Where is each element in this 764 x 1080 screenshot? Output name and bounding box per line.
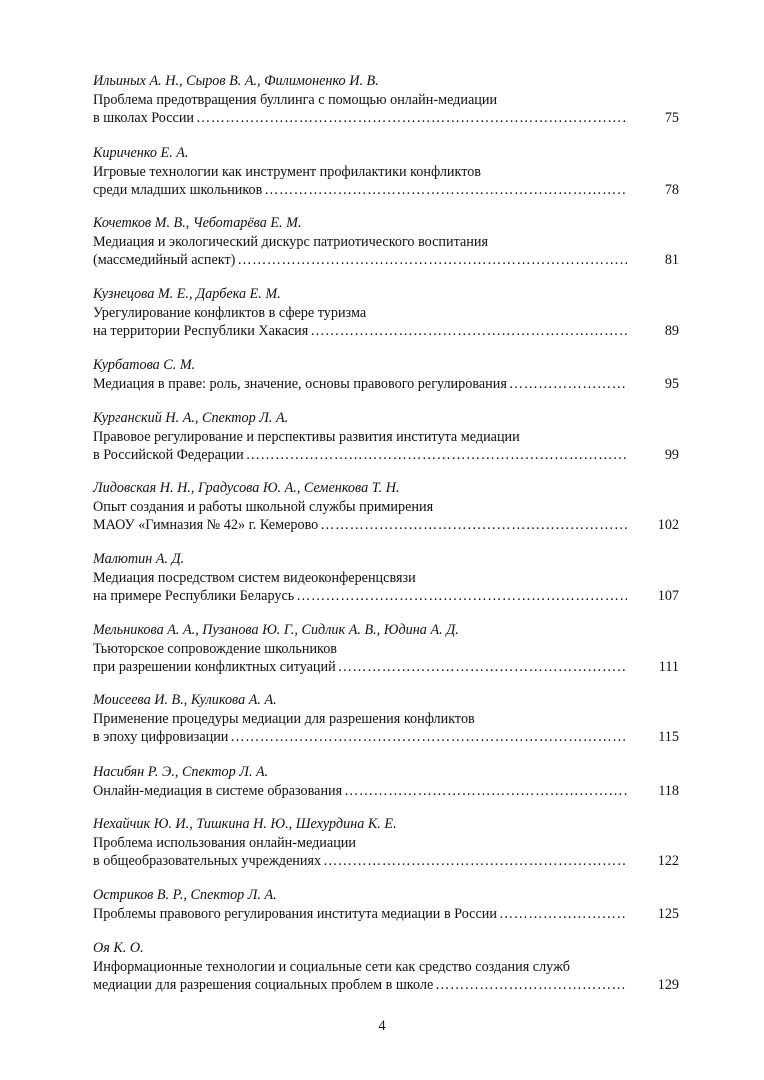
entry-page-number: 75	[664, 109, 679, 126]
entry-page-number: 129	[657, 976, 679, 993]
dot-leader	[509, 376, 627, 394]
entry-authors: Курбатова С. М.	[93, 357, 196, 373]
entry-page-number: 81	[664, 251, 679, 268]
entry-title-line: Информационные технологии и социальные сети как средство создания служб	[93, 959, 570, 975]
entry-title-line: (массмедийный аспект)	[93, 251, 236, 268]
entry-title-last-line	[93, 588, 679, 606]
entry-page-number: 89	[664, 322, 679, 339]
entry-title-last-line	[93, 783, 679, 801]
entry-title-last-line	[93, 376, 679, 394]
entry-title-line: Тьюторское сопровождение школьников	[93, 641, 337, 657]
entry-title-line: Медиация и экологический дискурс патриотического воспитания	[93, 234, 488, 250]
toc-entry	[93, 410, 679, 464]
entry-title-line: Онлайн-медиация в системе образования	[93, 783, 343, 799]
entry-page-number: 107	[657, 587, 679, 604]
toc-entry	[93, 215, 679, 269]
entry-page-number: 78	[664, 181, 679, 198]
entry-title-line: Применение процедуры медиации для разрешения конфликтов	[93, 711, 475, 727]
dot-leader	[264, 182, 627, 200]
entry-title-last-line	[93, 729, 679, 747]
toc-entry	[93, 480, 679, 534]
entry-title-last-line	[93, 517, 679, 535]
entry-title-line: при разрешении конфликтных ситуаций	[93, 658, 336, 675]
entry-title-line: Правовое регулирование и перспективы развития института медиации	[93, 429, 520, 445]
entry-title-last-line	[93, 323, 679, 341]
toc-entry	[93, 764, 679, 801]
entry-title-last-line	[93, 906, 679, 924]
toc-entry	[93, 816, 679, 870]
dot-leader	[338, 659, 627, 677]
dot-leader	[310, 323, 627, 341]
entry-page-number: 125	[657, 906, 679, 922]
entry-authors: Лидовская Н. Н., Градусова Ю. А., Семенкова Т. Н.	[93, 480, 400, 496]
dot-leader	[296, 588, 627, 606]
entry-page-number: 95	[664, 376, 679, 392]
entry-title-last-line	[93, 977, 679, 995]
entry-authors: Мельникова А. А., Пузанова Ю. Г., Сидлик А. В., Юдина А. Д.	[93, 622, 459, 638]
entry-title-last-line	[93, 252, 679, 270]
toc-entry	[93, 73, 679, 127]
entry-title-line: на территории Республики Хакасия	[93, 322, 309, 339]
dot-leader	[320, 517, 627, 535]
dot-leader	[323, 853, 627, 871]
entry-page-number: 118	[658, 783, 679, 799]
dot-leader	[344, 783, 627, 801]
dot-leader	[237, 252, 627, 270]
entry-authors: Моисеева И. В., Куликова А. А.	[93, 692, 277, 708]
dot-leader	[196, 110, 627, 128]
entry-title-line: Проблема использования онлайн-медиации	[93, 835, 356, 851]
entry-authors: Кочетков М. В., Чеботарёва Е. М.	[93, 215, 302, 231]
entry-authors: Курганский Н. А., Спектор Л. А.	[93, 410, 289, 426]
entry-title-line: Игровые технологии как инструмент профилактики конфликтов	[93, 164, 482, 180]
entry-title-line: Урегулирование конфликтов в сфере туризма	[93, 305, 367, 321]
entry-title-line: среди младших школьников	[93, 181, 263, 198]
entry-authors: Насибян Р. Э., Спектор Л. А.	[93, 764, 269, 780]
entry-authors: Кузнецова М. Е., Дарбека Е. М.	[93, 286, 281, 302]
toc-entry	[93, 286, 679, 340]
entry-title-line: медиации для разрешения социальных проблем в школе	[93, 976, 434, 993]
entry-title-line: в общеобразовательных учреждениях	[93, 852, 322, 869]
entry-title-last-line	[93, 659, 679, 677]
entry-title-line: в Российской Федерации	[93, 446, 244, 463]
toc-entry	[93, 622, 679, 676]
toc-entry	[93, 551, 679, 605]
entry-page-number: 122	[657, 852, 679, 869]
entry-title-last-line	[93, 110, 679, 128]
entry-page-number: 111	[658, 658, 679, 675]
toc-entry	[93, 357, 679, 394]
entry-title-line: Опыт создания и работы школьной службы примирения	[93, 499, 434, 515]
entry-title-line: в эпоху цифровизации	[93, 728, 229, 745]
dot-leader	[435, 977, 627, 995]
entry-page-number: 102	[657, 516, 679, 533]
toc-entry	[93, 692, 679, 746]
entry-title-line: МАОУ «Гимназия № 42» г. Кемерово	[93, 516, 319, 533]
toc-entry	[93, 940, 679, 994]
entry-authors: Кириченко Е. А.	[93, 145, 189, 161]
dot-leader	[499, 906, 627, 924]
toc-entry	[93, 145, 679, 199]
entry-title-line: Медиация посредством систем видеоконференцсвязи	[93, 570, 416, 586]
entry-page-number: 99	[664, 446, 679, 463]
entry-title-last-line	[93, 853, 679, 871]
entry-title-line: Проблемы правового регулирования института медиации в России	[93, 906, 497, 922]
entry-title-line: Медиация в праве: роль, значение, основы правового регулирования	[93, 376, 507, 392]
dot-leader	[230, 729, 627, 747]
dot-leader	[246, 447, 627, 465]
entry-authors: Ильиных А. Н., Сыров В. А., Филимоненко И. В.	[93, 73, 379, 89]
entry-title-line: на примере Республики Беларусь	[93, 587, 295, 604]
entry-authors: Остриков В. Р., Спектор Л. А.	[93, 887, 277, 903]
entry-authors: Оя К. О.	[93, 940, 144, 956]
entry-title-line: в школах России	[93, 109, 195, 126]
page-number: 4	[378, 1018, 386, 1034]
entry-authors: Нехайчик Ю. И., Тишкина Н. Ю., Шехурдина К. Е.	[93, 816, 397, 832]
entry-title-line: Проблема предотвращения буллинга с помощью онлайн-медиации	[93, 92, 498, 108]
toc-entry	[93, 887, 679, 924]
entry-title-last-line	[93, 447, 679, 465]
entry-authors: Малютин А. Д.	[93, 551, 185, 567]
entry-title-last-line	[93, 182, 679, 200]
entry-page-number: 115	[658, 728, 679, 745]
